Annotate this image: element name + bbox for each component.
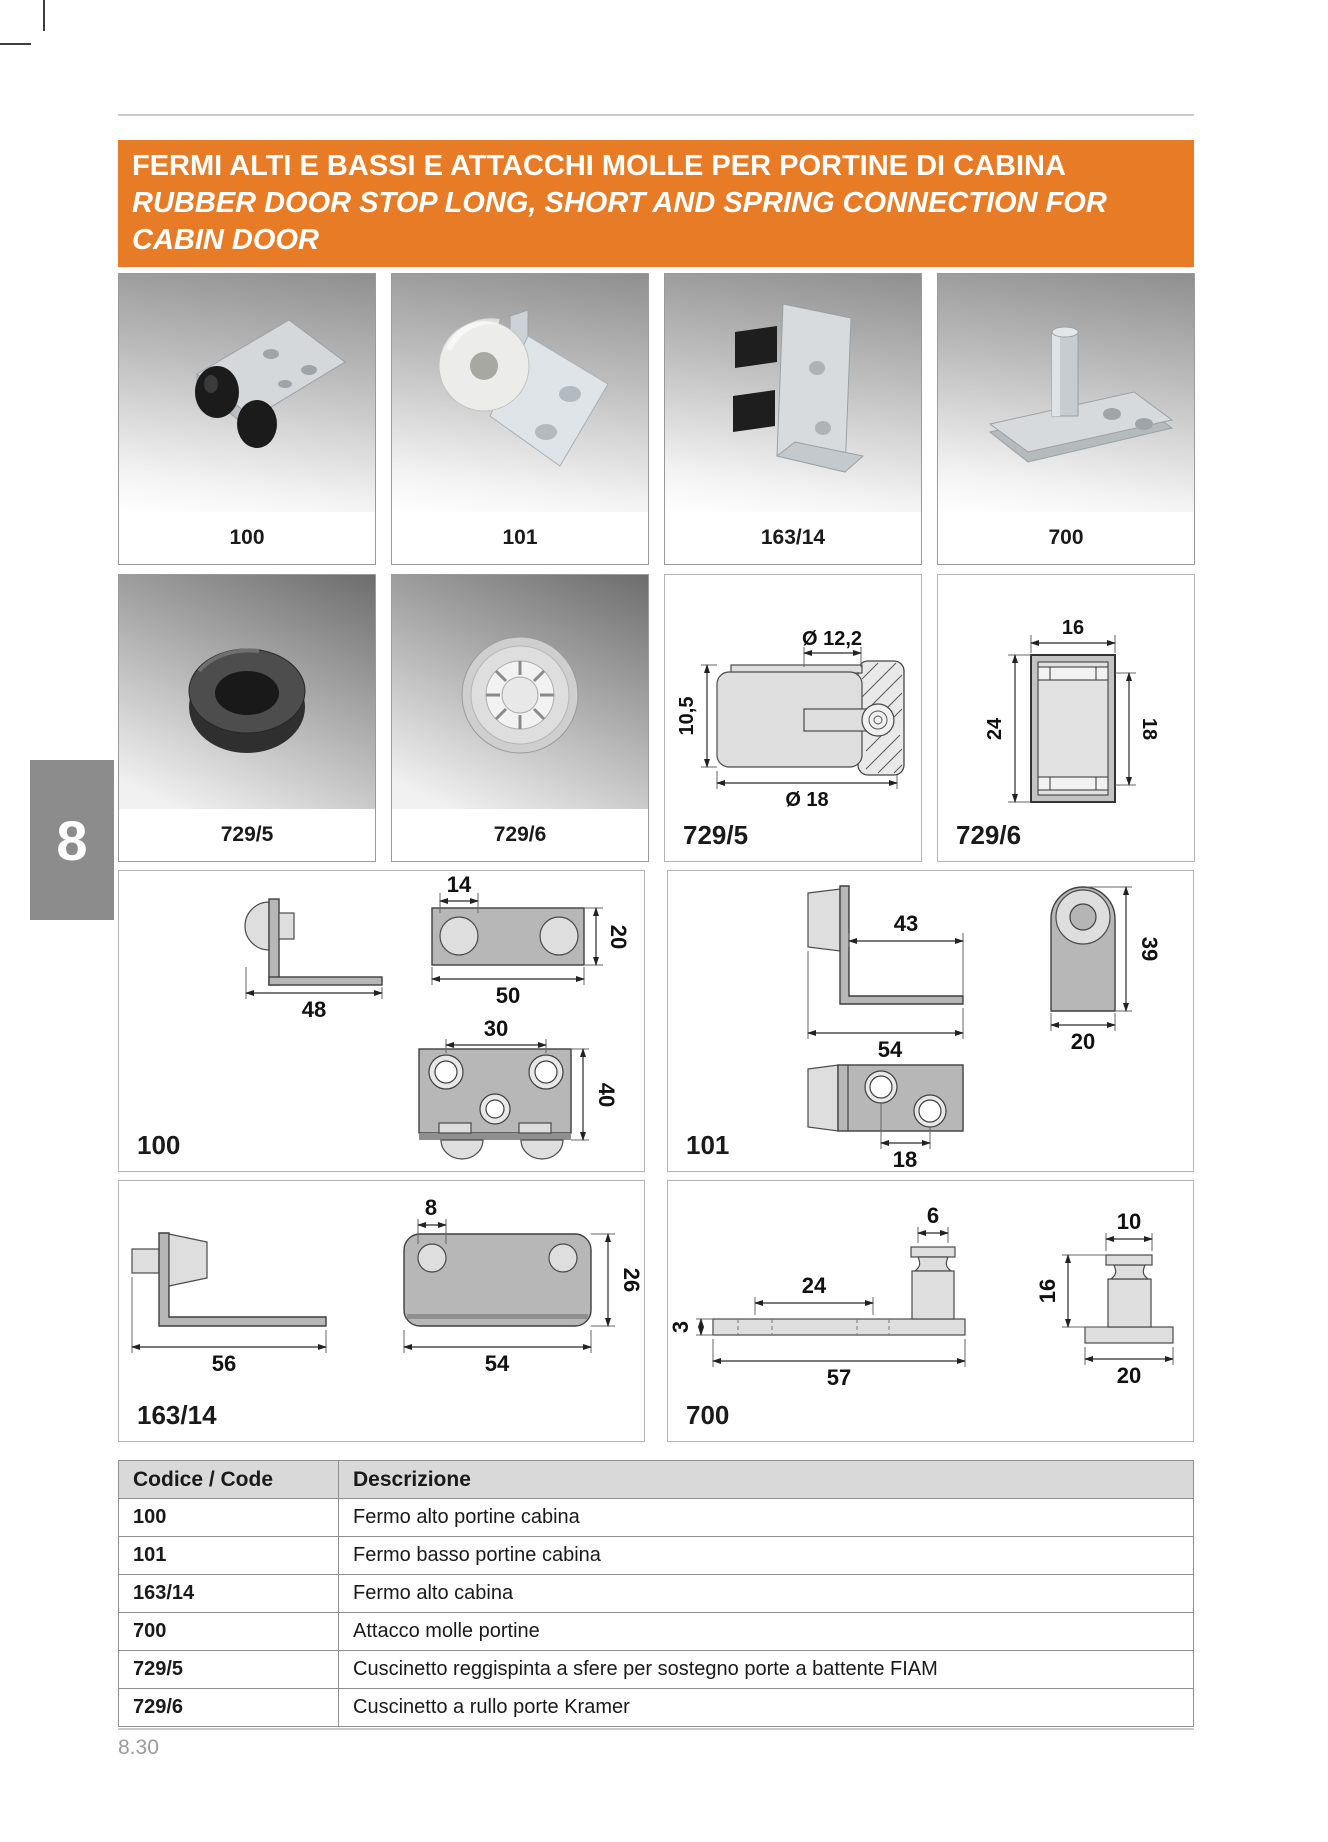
- drawing-729-5: [665, 575, 921, 861]
- dim-offset-24: 24: [801, 1273, 827, 1298]
- photo-cell-700: [937, 273, 1195, 565]
- photo-cell-100: [118, 273, 376, 565]
- photo-700-image: [938, 274, 1194, 512]
- table-row: [119, 1499, 1194, 1537]
- photo-code-label: 729/6: [493, 823, 547, 846]
- part-description: Fermo alto portine cabina: [339, 1499, 1194, 1537]
- dim-pin-6: 6: [926, 1203, 940, 1228]
- crop-mark-horizontal: [0, 43, 31, 45]
- photo-code-label: 729/5: [220, 823, 274, 846]
- dim-total-57: 57: [826, 1365, 852, 1390]
- drawing-cell-101: [667, 870, 1194, 1172]
- drawing-101: [668, 871, 1193, 1171]
- photo-code-label: 100: [229, 526, 265, 549]
- dim-plate-54: 54: [484, 1351, 510, 1376]
- drawing-code-label: 729/5: [683, 820, 749, 850]
- dim-leg-43: 43: [893, 911, 919, 936]
- photo-cell-729-6: [391, 574, 649, 862]
- drawing-code-label: 101: [686, 1130, 730, 1160]
- table-row: [119, 1537, 1194, 1575]
- photo-163-14-image: [665, 274, 921, 512]
- chapter-tab-number: 8: [56, 808, 88, 872]
- crop-mark-vertical: [43, 0, 45, 31]
- dim-plate-50: 50: [495, 983, 521, 1008]
- part-code: 101: [119, 1537, 339, 1575]
- table-row: [119, 1651, 1194, 1689]
- part-code: 700: [119, 1613, 339, 1651]
- part-description: Fermo basso portine cabina: [339, 1537, 1194, 1575]
- photo-729-6-image: [392, 575, 648, 809]
- photo-100-illustration: [119, 274, 375, 512]
- dim-hole-14: 14: [446, 872, 472, 897]
- dim-spacing-18: 18: [892, 1147, 918, 1171]
- part-description: Attacco molle portine: [339, 1613, 1194, 1651]
- part-code: 729/5: [119, 1651, 339, 1689]
- table-row: [119, 1575, 1194, 1613]
- photo-163-14-illustration: [665, 274, 921, 512]
- drawing-code-label: 700: [686, 1400, 730, 1430]
- column-header-code: Codice / Code: [119, 1461, 339, 1499]
- drawing-700: [668, 1181, 1193, 1441]
- photo-101-image: [392, 274, 648, 512]
- drawing-729-6: [938, 575, 1194, 861]
- part-code: 729/6: [119, 1689, 339, 1727]
- photo-code-label: 163/14: [760, 526, 826, 549]
- photo-cell-729-5: [118, 574, 376, 862]
- title-english-line2: CABIN DOOR: [132, 224, 319, 256]
- dim-total-54: 54: [877, 1037, 903, 1062]
- dim-total-56: 56: [211, 1351, 237, 1376]
- dim-diameter-12-2: Ø 12,2: [801, 628, 863, 650]
- chapter-tab: [30, 760, 114, 920]
- dim-width-20: 20: [606, 924, 631, 950]
- drawing-100: [119, 871, 644, 1171]
- drawing-cell-163-14: [118, 1180, 645, 1442]
- drawing-cell-100: [118, 870, 645, 1172]
- dim-spacing-30: 30: [483, 1016, 509, 1041]
- dim-height-40: 40: [594, 1082, 619, 1108]
- photo-cell-101: [391, 273, 649, 565]
- drawing-code-label: 163/14: [137, 1400, 217, 1430]
- title-italian: FERMI ALTI E BASSI E ATTACCHI MOLLE PER PORTINE DI CABINA: [132, 150, 1066, 182]
- top-divider-rule: [118, 114, 1194, 116]
- photo-code-label: 700: [1048, 526, 1084, 549]
- dim-thickness-3: 3: [668, 1320, 693, 1334]
- column-header-description: Descrizione: [339, 1461, 1194, 1499]
- part-description: Fermo alto cabina: [339, 1575, 1194, 1613]
- footer-divider-rule: [118, 1728, 1194, 1730]
- part-description: Cuscinetto reggispinta a sfere per sostegno porte a battente FIAM: [339, 1651, 1194, 1689]
- photo-729-6-illustration: [392, 575, 648, 809]
- dim-cap-10: 10: [1116, 1209, 1142, 1234]
- table-row: [119, 1689, 1194, 1727]
- photo-101-illustration: [392, 274, 648, 512]
- part-code: 163/14: [119, 1575, 339, 1613]
- section-title-banner: [118, 140, 1194, 267]
- dim-width-20: 20: [1070, 1029, 1096, 1054]
- drawing-cell-729-6: [937, 574, 1195, 862]
- part-description: Cuscinetto a rullo porte Kramer: [339, 1689, 1194, 1727]
- dim-height-24: 24: [984, 717, 1006, 741]
- photo-code-label: 101: [502, 526, 538, 549]
- dim-height-26: 26: [619, 1267, 644, 1293]
- drawing-cell-700: [667, 1180, 1194, 1442]
- dim-width-16: 16: [1061, 617, 1085, 639]
- photo-729-5-image: [119, 575, 375, 809]
- photo-cell-163-14: [664, 273, 922, 565]
- drawing-code-label: 729/6: [956, 820, 1022, 850]
- dim-stem-16: 16: [1035, 1278, 1060, 1304]
- drawing-cell-729-5: [664, 574, 922, 862]
- photo-729-5-illustration: [119, 575, 375, 809]
- parts-table: [118, 1460, 1194, 1727]
- dim-diameter-18: Ø 18: [785, 789, 829, 811]
- drawing-code-label: 100: [137, 1130, 181, 1160]
- dim-height-10-5: 10,5: [676, 696, 698, 736]
- photo-700-illustration: [938, 274, 1194, 512]
- dim-height-39: 39: [1137, 936, 1162, 962]
- dim-length-48: 48: [301, 997, 327, 1022]
- page-number: 8.30: [118, 1736, 159, 1759]
- dim-hole-8: 8: [424, 1195, 438, 1220]
- photo-100-image: [119, 274, 375, 512]
- dim-base-20: 20: [1116, 1363, 1142, 1388]
- dim-inner-18: 18: [1138, 717, 1160, 741]
- table-header-row: [119, 1461, 1194, 1499]
- table-row: [119, 1613, 1194, 1651]
- title-english-line1: RUBBER DOOR STOP LONG, SHORT AND SPRING CONNECTION FOR: [132, 187, 1107, 219]
- part-code: 100: [119, 1499, 339, 1537]
